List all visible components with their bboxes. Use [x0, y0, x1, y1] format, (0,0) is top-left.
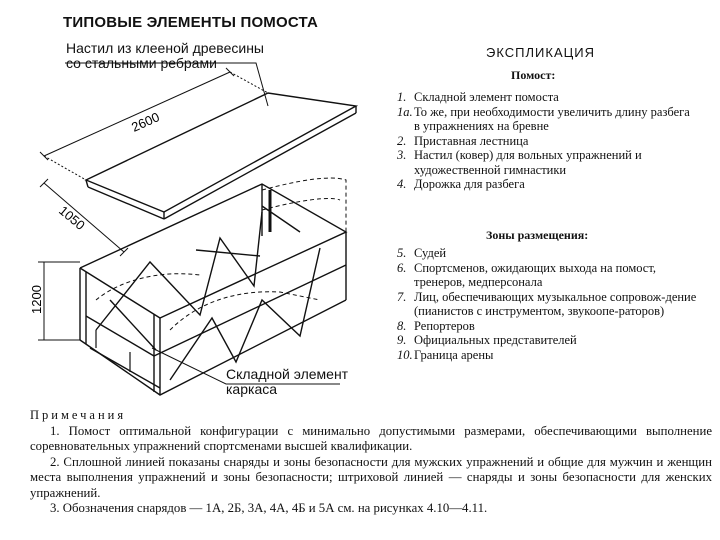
legend-item-num: 7.: [397, 289, 407, 304]
legend-item-num: 8.: [397, 318, 407, 333]
legend-section1-title: Помост:: [511, 68, 556, 82]
legend-item: [397, 148, 697, 177]
legend-item-num: 6.: [397, 260, 407, 275]
legend-item: [397, 333, 697, 348]
dim-length: 2600: [129, 109, 162, 135]
callout-frame: [226, 367, 348, 397]
legend-item-num: 1a.: [397, 104, 413, 119]
legend-item-num: 4.: [397, 177, 407, 191]
legend-item-num: 5.: [397, 246, 407, 260]
callout-frame-line1: Складной элемент: [226, 366, 349, 382]
legend-item: [397, 290, 697, 319]
legend-item-text: Граница арены: [414, 347, 494, 362]
page-title: ТИПОВЫЕ ЭЛЕМЕНТЫ ПОМОСТА: [63, 14, 318, 31]
legend-item-num: 9.: [397, 333, 407, 347]
callout-deck-line2: со стальными ребрами: [66, 55, 217, 71]
callout-deck-line1: Настил из клееной древесины: [66, 40, 264, 56]
legend-item-num: 10.: [397, 347, 413, 362]
legend-item-text: То же, при необходимости увеличить длину разбега в упражнениях на бревне: [414, 104, 690, 133]
dim-height: 1200: [29, 285, 44, 314]
legend-heading: ЭКСПЛИКАЦИЯ: [486, 45, 595, 60]
legend-item-text: Дорожка для разбега: [414, 177, 525, 191]
legend-item-text: Спортсменов, ожидающих выхода на помост, тренеров, медперсонала: [414, 260, 657, 289]
legend-item-text: Репортеров: [414, 318, 475, 333]
legend-item-num: 2.: [397, 133, 407, 148]
legend-item-text: Настил (ковер) для вольных упражнений и художественной гимнастики: [414, 148, 642, 177]
legend-item-text: Приставная лестница: [414, 133, 529, 148]
legend-item: [397, 246, 697, 261]
legend-item: [397, 261, 697, 290]
legend-item: [397, 90, 697, 105]
legend-item-num: 3.: [397, 148, 407, 162]
notes-block: [30, 408, 712, 517]
note-item: 2. Сплошной линией показаны снаряды и зоны безопасности для мужских упражнений и общие для мужчин и женщин места выполнения упражнений и зоны безопасности; штриховой линией — снаряды и зоны безопасности для женских упражнений.: [30, 454, 712, 500]
legend-item: [397, 348, 697, 363]
deck-panel: [86, 93, 356, 212]
legend-item-text: Лиц, обеспечивающих музыкальное сопровож-дение (пианистов с инструментом, звукоопе-раторов): [414, 289, 697, 318]
legend-item-text: Официальных представителей: [414, 333, 577, 347]
callout-deck: [66, 41, 264, 71]
legend-item-text: Судей: [414, 246, 447, 260]
legend-item: [397, 319, 697, 334]
note-item: 1. Помост оптимальной конфигурации с минимально допустимыми размерами, обеспечивающими выполнение соревновательных упражнений спортсменами высшей квалификации.: [30, 423, 712, 453]
legend-item: [397, 134, 697, 149]
legend-item: [397, 177, 697, 192]
legend-item: [397, 105, 697, 134]
dim-width: 1050: [56, 202, 88, 233]
legend-section2-list: [397, 246, 697, 362]
callout-frame-line2: каркаса: [226, 381, 278, 397]
notes-heading: Примечания: [30, 408, 127, 422]
legend-item-text: Складной элемент помоста: [414, 90, 559, 104]
note-item: 3. Обозначения снарядов — 1А, 2Б, 3А, 4А, 4Б и 5А см. на рисунках 4.10—4.11.: [50, 501, 488, 515]
legend-item-num: 1.: [397, 90, 407, 104]
legend-section2-title: Зоны размещения:: [486, 228, 589, 242]
legend-section1-list: [397, 90, 697, 192]
